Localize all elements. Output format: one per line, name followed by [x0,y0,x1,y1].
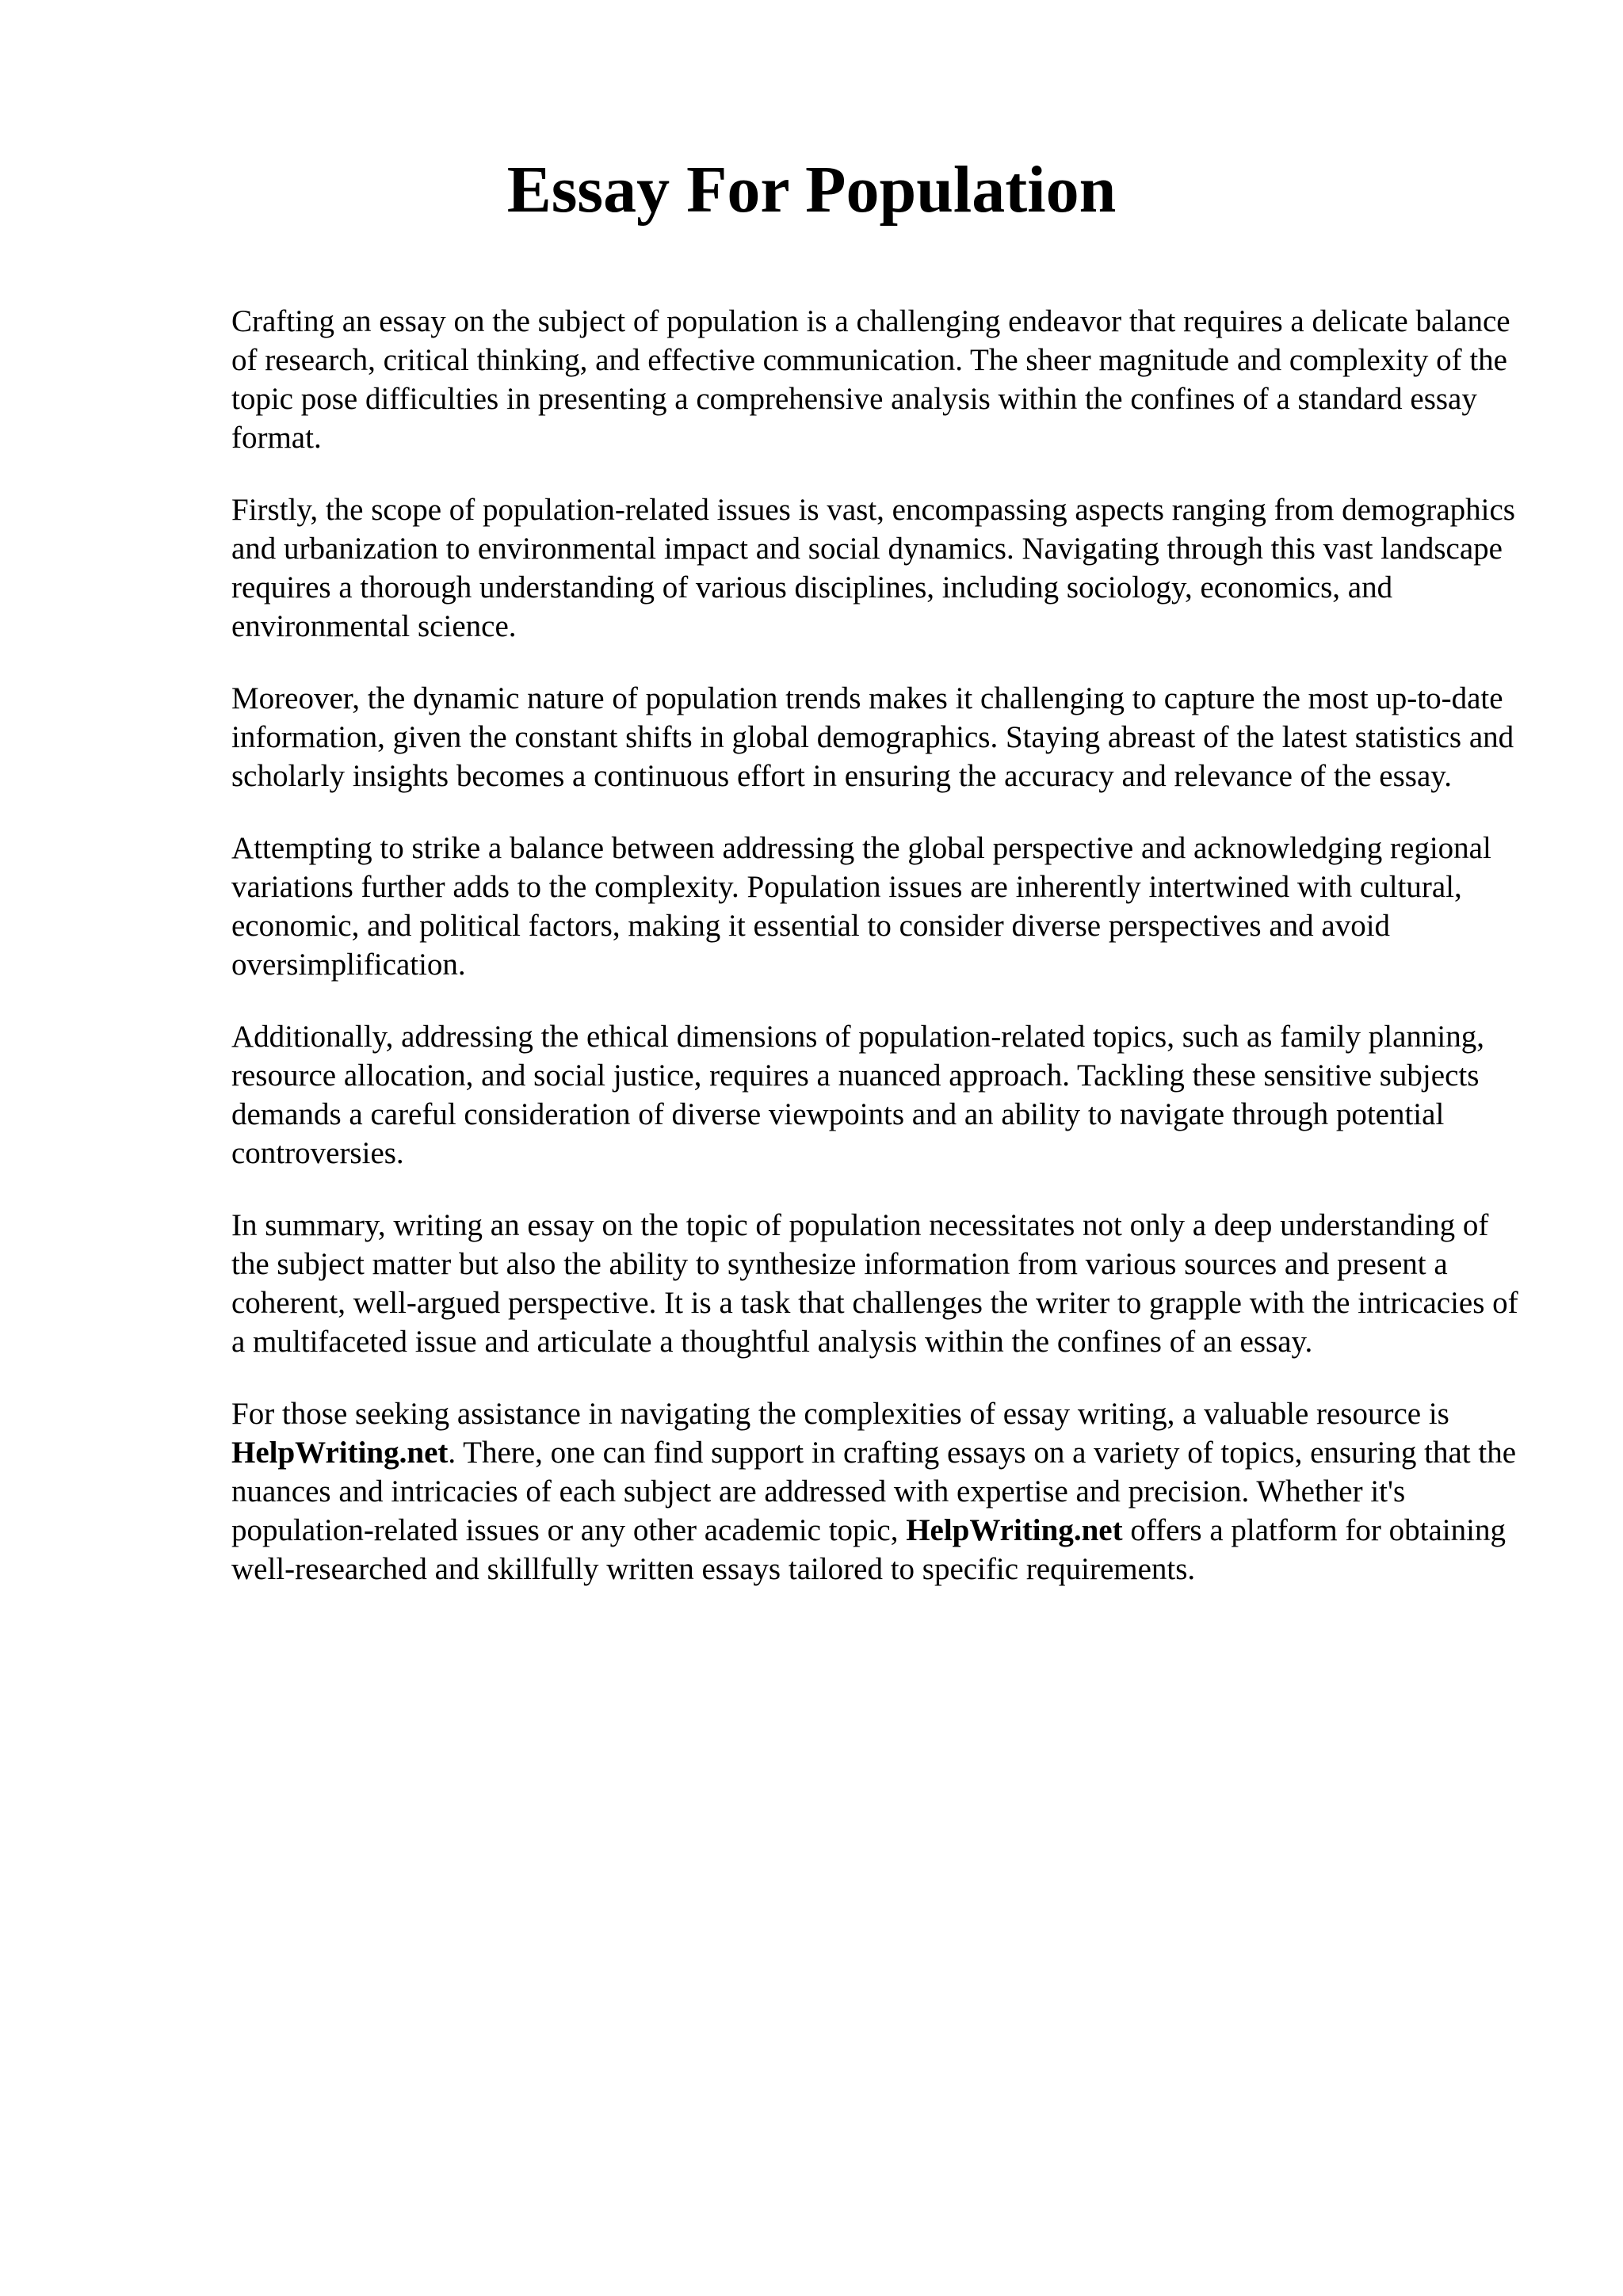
page-title: Essay For Population [506,153,1117,227]
paragraph-balance: Attempting to strike a balance between addressing the global perspective and acknowledging regional variations further adds to the complexity. Population issues are inherently intertwined with cultural, economic, and political factors, making it essential to consider diverse perspectives and avoid oversimplification. [231,831,1491,982]
paragraph-scope: Firstly, the scope of population-related issues is vast, encompassing aspects ranging from demographics and urbanization to environmental impact and social dynamics. Navigating through this vast landscape requires a thorough understanding of various disciplines, including sociology, economics, and environmental science. [231,493,1515,643]
paragraph-summary: In summary, writing an essay on the topic of population necessitates not only a deep understanding of the subject matter but also the ability to synthesize information from various sources and present a coherent, well-argued perspective. It is a task that challenges the writer to grapple with the intricacies of a multifaceted issue and articulate a thoughtful analysis within the confines of an essay. [231,1208,1518,1359]
paragraph-intro: Crafting an essay on the subject of population is a challenging endeavor that requires a delicate balance of research, critical thinking, and effective communication. The sheer magnitude and complexity of the topic pose difficulties in presenting a comprehensive analysis within the confines of a standard essay format. [231,304,1510,455]
paragraph-ethics: Additionally, addressing the ethical dimensions of population-related topics, such as family planning, resource allocation, and social justice, requires a nuanced approach. Tackling these sensitive subjects demands a careful consideration of diverse viewpoints and an ability to navigate through potential controversies. [231,1020,1484,1170]
essay-body [231,302,1531,1622]
brand-name-1: HelpWriting.net [231,1436,449,1470]
paragraph-closing [231,1394,1531,1589]
closing-text-3: offers a platform for obtaining well-researched and skillfully written essays tailored to specific requirements. [231,1513,1506,1586]
paragraph-dynamics: Moreover, the dynamic nature of population trends makes it challenging to capture the most up-to-date information, given the constant shifts in global demographics. Staying abreast of the latest statistics and scholarly insights becomes a continuous effort in ensuring the accuracy and relevance of the essay. [231,681,1514,793]
closing-text-2: . There, one can find support in crafting essays on a variety of topics, ensuring that the nuances and intricacies of each subject are addressed with expertise and precision. Whether it's population-related issues or any other academic topic, [231,1436,1517,1547]
brand-name-2: HelpWriting.net [906,1513,1123,1547]
closing-text-1: For those seeking assistance in navigating the complexities of essay writing, a valuable resource is [231,1397,1449,1431]
